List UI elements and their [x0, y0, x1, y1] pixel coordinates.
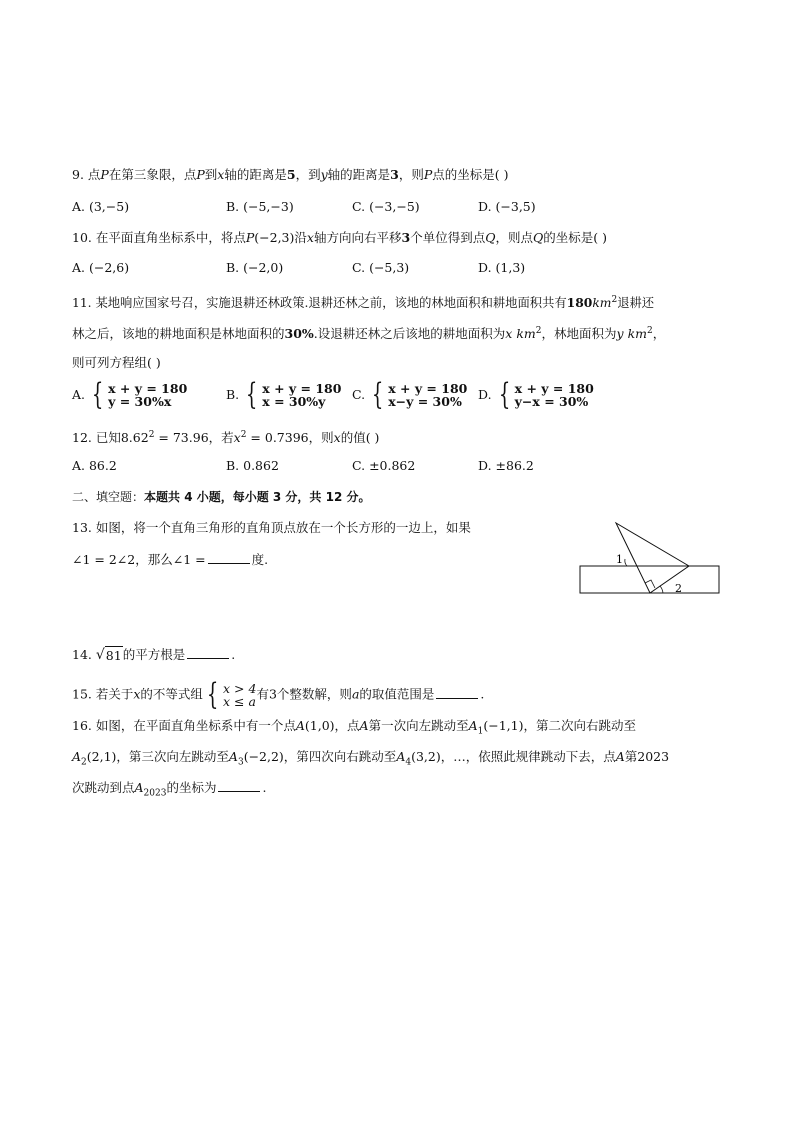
- q10-option-d: D. (1,3): [478, 260, 526, 275]
- q11-option-b: B. { x + y = 180 x = 30%y: [226, 377, 342, 412]
- q11-stem-line2: 林之后，该地的耕地面积是林地面积的30%.设退耕还林之后该地的耕地面积为x $km^2$，林地面积为y $km^2$，: [72, 326, 666, 342]
- q11-stem-line1: 11. 某地响应国家号召，实施退耕还林政策.退耕还林之前，该地的林地面积和耕地面积共有$180km^2$退耕还: [72, 295, 655, 311]
- q10-stem: 10. 在平面直角坐标系中，将点P(−2,3)沿x轴方向向右平移3个单位得到点Q，则点Q的坐标是( ): [72, 230, 607, 245]
- q11-option-a: A. { x + y = 180 y = 30%x: [72, 377, 188, 412]
- q9-option-a: A. (3,−5): [72, 199, 130, 214]
- q12-option-c: C. ±0.862: [352, 458, 416, 473]
- q14-answer-blank[interactable]: [187, 646, 229, 659]
- angle-2-arc: [660, 586, 663, 593]
- q10-option-b: B. (−2,0): [226, 260, 284, 275]
- q13-stem-line2: ∠1 = 2∠2，那么∠1 = 度.: [72, 552, 269, 567]
- rectangle-shape: [580, 566, 719, 593]
- q15-answer-blank[interactable]: [436, 686, 478, 699]
- q9-option-b: B. (−5,−3): [226, 199, 294, 214]
- q16-stem-line3: 次跳动到点$A_{2023}$的坐标为 .: [72, 780, 267, 799]
- q10-option-c: C. (−5,3): [352, 260, 410, 275]
- angle-1-label: 1: [616, 553, 623, 566]
- q12-stem: 12. 已知$8.62^2 = 73.96$，若$x^2 = 0.7396$，则x的值( ): [72, 430, 380, 446]
- q13-answer-blank[interactable]: [208, 551, 250, 564]
- angle-1-arc: [625, 559, 627, 566]
- q14-stem: 14. √ 81 的平方根是 .: [72, 647, 236, 663]
- q11-option-c: C. { x + y = 180 x−y = 30%: [352, 377, 468, 412]
- q16-stem-line2: $A_2(2,1)$，第三次向左跳动至$A_3(-2,2)$，第四次向右跳动至$A_4(3,2)$，…，依照此规律跳动下去，点A第2023: [72, 749, 670, 768]
- q15-stem: 15. 若关于x的不等式组 { x > 4 x ≤ a 有3个整数解，则a的取值范围是 .: [72, 677, 485, 712]
- q13-figure: [575, 515, 725, 600]
- section-fill-in-heading: 二、填空题：本题共 4 小题，每小题 3 分，共 12 分。: [72, 490, 371, 504]
- q12-option-a: A. 86.2: [72, 458, 117, 473]
- q11-option-d: D. { x + y = 180 y−x = 30%: [478, 377, 594, 412]
- q12-option-d: D. ±86.2: [478, 458, 534, 473]
- q9-option-d: D. (−3,5): [478, 199, 536, 214]
- q13-stem-line1: 13. 如图，将一个直角三角形的直角顶点放在一个长方形的一边上，如果: [72, 520, 471, 535]
- q16-answer-blank[interactable]: [218, 779, 260, 792]
- angle-2-label: 2: [675, 582, 682, 595]
- q16-stem-line1: 16. 如图，在平面直角坐标系中有一个点A(1,0)，点A第一次向左跳动至$A_1(-1,1)$，第二次向右跳动至: [72, 718, 636, 737]
- q9-stem: 9. 点P在第三象限，点P到x轴的距离是5，到y轴的距离是3，则P点的坐标是( ): [72, 167, 509, 182]
- q10-option-a: A. (−2,6): [72, 260, 130, 275]
- q12-option-b: B. 0.862: [226, 458, 279, 473]
- q9-option-c: C. (−3,−5): [352, 199, 420, 214]
- q11-stem-line3: 则可列方程组( ): [72, 355, 161, 370]
